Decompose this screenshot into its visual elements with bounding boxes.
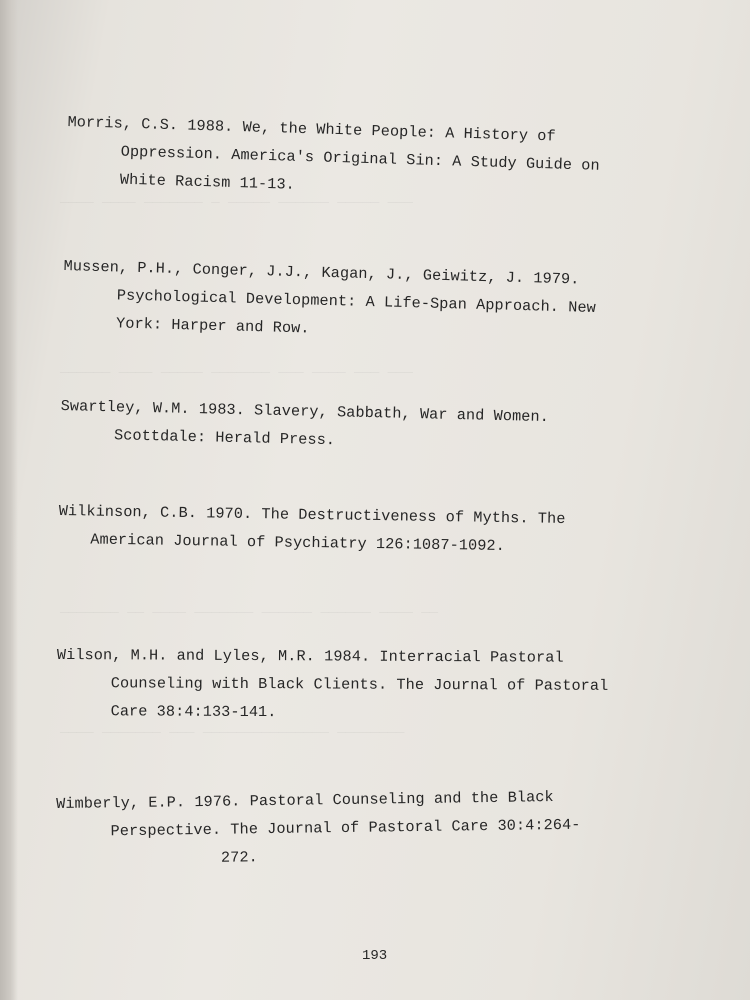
reference-line: York: Harper and Row. — [115, 314, 310, 338]
reference-entry — [66, 108, 601, 208]
reference-entry — [57, 641, 609, 728]
reference-line: Counseling with Black Clients. The Journal of Pastoral — [110, 674, 609, 695]
reference-line: American Journal of Psychiatry 126:1087-1092. — [90, 530, 506, 556]
reference-line: Care 38:4:133-141. — [110, 702, 277, 722]
reference-line: Mussen, P.H., Conger, J.J., Kagan, J., Geiwitz, J. 1979. — [63, 256, 580, 289]
reference-entry — [58, 497, 566, 561]
reference-line: White Racism 11-13. — [119, 170, 296, 194]
bleed-through-text: —————— ———— ————— ——————— ——— ———— ——— ——— — [60, 365, 413, 381]
reference-entry — [62, 252, 597, 350]
bleed-through-text: ———— ——————— ——— ——————————————— ———————— — [60, 725, 405, 741]
reference-line: Swartley, W.M. 1983. Slavery, Sabbath, War and Women. — [60, 396, 550, 427]
reference-entry — [60, 392, 549, 459]
reference-line: Morris, C.S. 1988. We, the White People: A History of — [67, 112, 556, 146]
reference-entry — [56, 783, 581, 874]
reference-line: 272. — [220, 848, 258, 867]
reference-line: Psychological Development: A Life-Span Approach. New — [116, 286, 597, 317]
reference-line: Scottdale: Herald Press. — [113, 426, 336, 450]
bleed-through-text: ———— ———— ——————— — ————— —————— ————— ——— — [60, 195, 413, 211]
reference-line: Oppression. America's Original Sin: A Study Guide on — [120, 142, 600, 175]
reference-line: Wimberly, E.P. 1976. Pastoral Counseling and the Black — [56, 788, 554, 813]
reference-line: Perspective. The Journal of Pastoral Care 30:4:264- — [110, 815, 581, 841]
bleed-through-text: ——————— —— ———— ——————— —————— —————— ———— —— — [60, 605, 439, 621]
page-number: 193 — [362, 948, 388, 964]
reference-line: Wilkinson, C.B. 1970. The Destructiveness of Myths. The — [58, 501, 566, 528]
reference-line: Wilson, M.H. and Lyles, M.R. 1984. Interracial Pastoral — [56, 645, 564, 667]
